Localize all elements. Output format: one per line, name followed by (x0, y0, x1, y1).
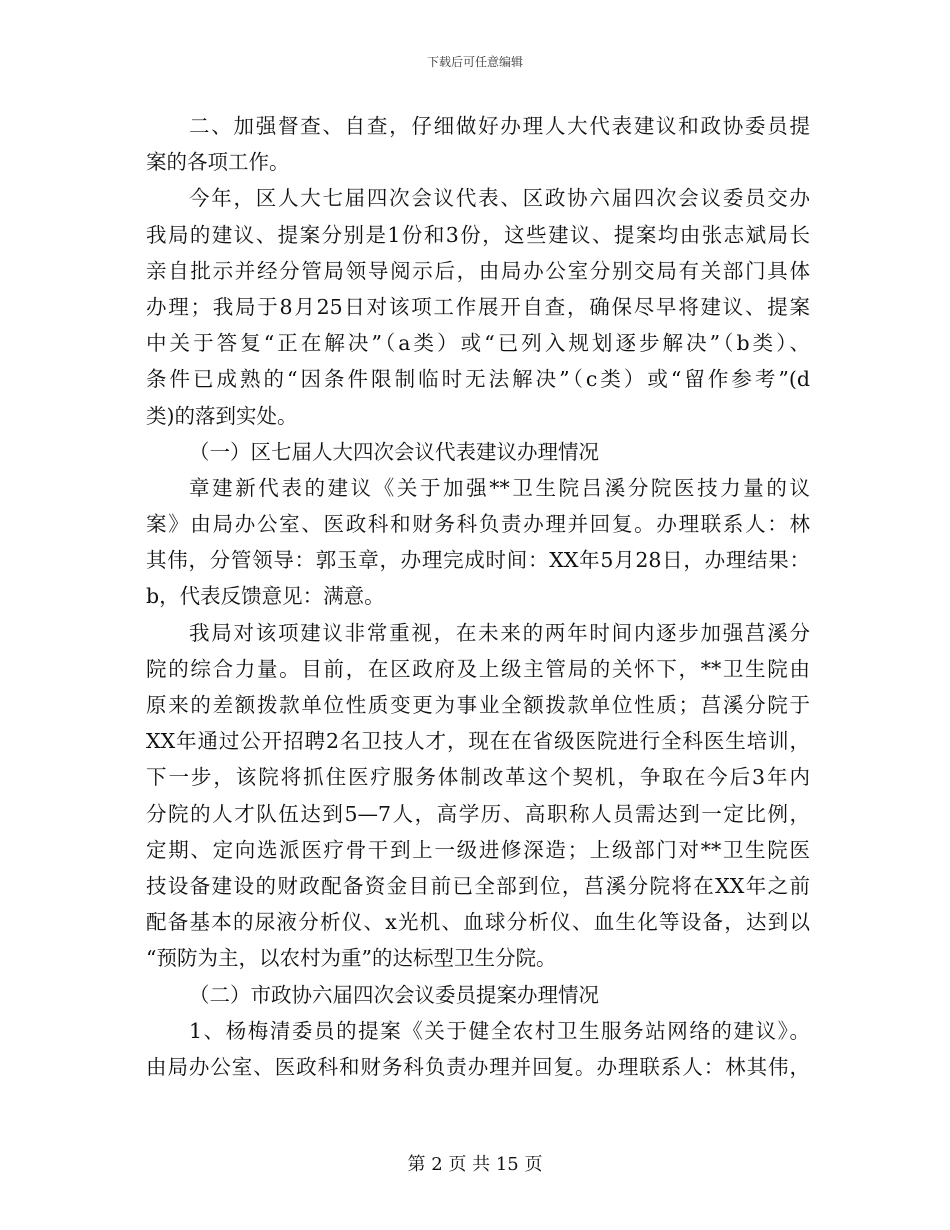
page-number-footer: 第 2 页 共 15 页 (407, 1154, 543, 1175)
body-text-line: 办理；我局于8月25日对该项工作展开自查，确保尽早将建议、提案 (146, 294, 810, 319)
body-text-line: 案》由局办公室、医政科和财务科负责办理并回复。办理联系人：林 (146, 512, 810, 537)
body-text-line: 院的综合力量。目前，在区政府及上级主管局的关怀下，**卫生院由 (146, 656, 810, 681)
body-text-line: 亲自批示并经分管局领导阅示后，由局办公室分别交局有关部门具体 (146, 258, 810, 283)
body-text-line: 条件已成熟的“因条件限制临时无法解决”（c类）或“留作参考”(d (146, 367, 810, 392)
body-text-line: 定期、定向选派医疗骨干到上一级进修深造；上级部门对**卫生院医 (146, 837, 810, 862)
body-text-line: 原来的差额拨款单位性质变更为事业全额拨款单位性质；莒溪分院于 (146, 693, 810, 717)
body-text-line: 分院的人才队伍达到5—7人，高学历、高职称人员需达到一定比例， (146, 801, 810, 826)
body-text-line: 1、杨梅清委员的提案《关于健全农村卫生服务站网络的建议》。 (189, 1018, 810, 1043)
body-text-line: 由局办公室、医政科和财务科负责办理并回复。办理联系人：林其伟， (146, 1054, 810, 1079)
page-header-note: 下载后可任意编辑 (426, 55, 523, 69)
body-text-line: （一）区七届人大四次会议代表建议办理情况 (189, 439, 599, 464)
body-text-line: 中关于答复“正在解决”（a类）或“已列入规划逐步解决”（b类）、 (146, 331, 810, 356)
body-text-line: 配备基本的尿液分析仪、x光机、血球分析仪、血生化等设备，达到以 (146, 910, 810, 935)
body-text-line: 类)的落到实处。 (146, 403, 298, 428)
body-text-line: 案的各项工作。 (146, 150, 290, 175)
body-text-line: 二、加强督查、自查，仔细做好办理人大代表建议和政协委员提 (189, 114, 810, 138)
body-text-line: 我局的建议、提案分别是1份和3份，这些建议、提案均由张志斌局长 (146, 222, 810, 247)
body-text-line: 下一步，该院将抓住医疗服务体制改革这个契机，争取在今后3年内 (146, 765, 810, 790)
body-text-line: b，代表反馈意见：满意。 (146, 584, 385, 609)
body-text-line: 我局对该项建议非常重视，在未来的两年时间内逐步加强莒溪分 (189, 620, 810, 645)
document-body (146, 108, 810, 1085)
body-text-line: XX年通过公开招聘2名卫技人才，现在在省级医院进行全科医生培训， (146, 729, 810, 754)
body-text-line: “预防为主，以农村为重”的达标型卫生分院。 (146, 946, 557, 971)
body-text-line: 技设备建设的财政配备资金目前已全部到位，莒溪分院将在XX年之前 (146, 873, 810, 898)
body-text-line: 今年，区人大七届四次会议代表、区政协六届四次会议委员交办 (189, 186, 810, 211)
body-text-line: （二）市政协六届四次会议委员提案办理情况 (189, 982, 599, 1007)
body-text-line: 章建新代表的建议《关于加强**卫生院吕溪分院医技力量的议 (189, 475, 810, 500)
body-text-line: 其伟，分管领导：郭玉章，办理完成时间：XX年5月28日，办理结果： (146, 548, 810, 573)
